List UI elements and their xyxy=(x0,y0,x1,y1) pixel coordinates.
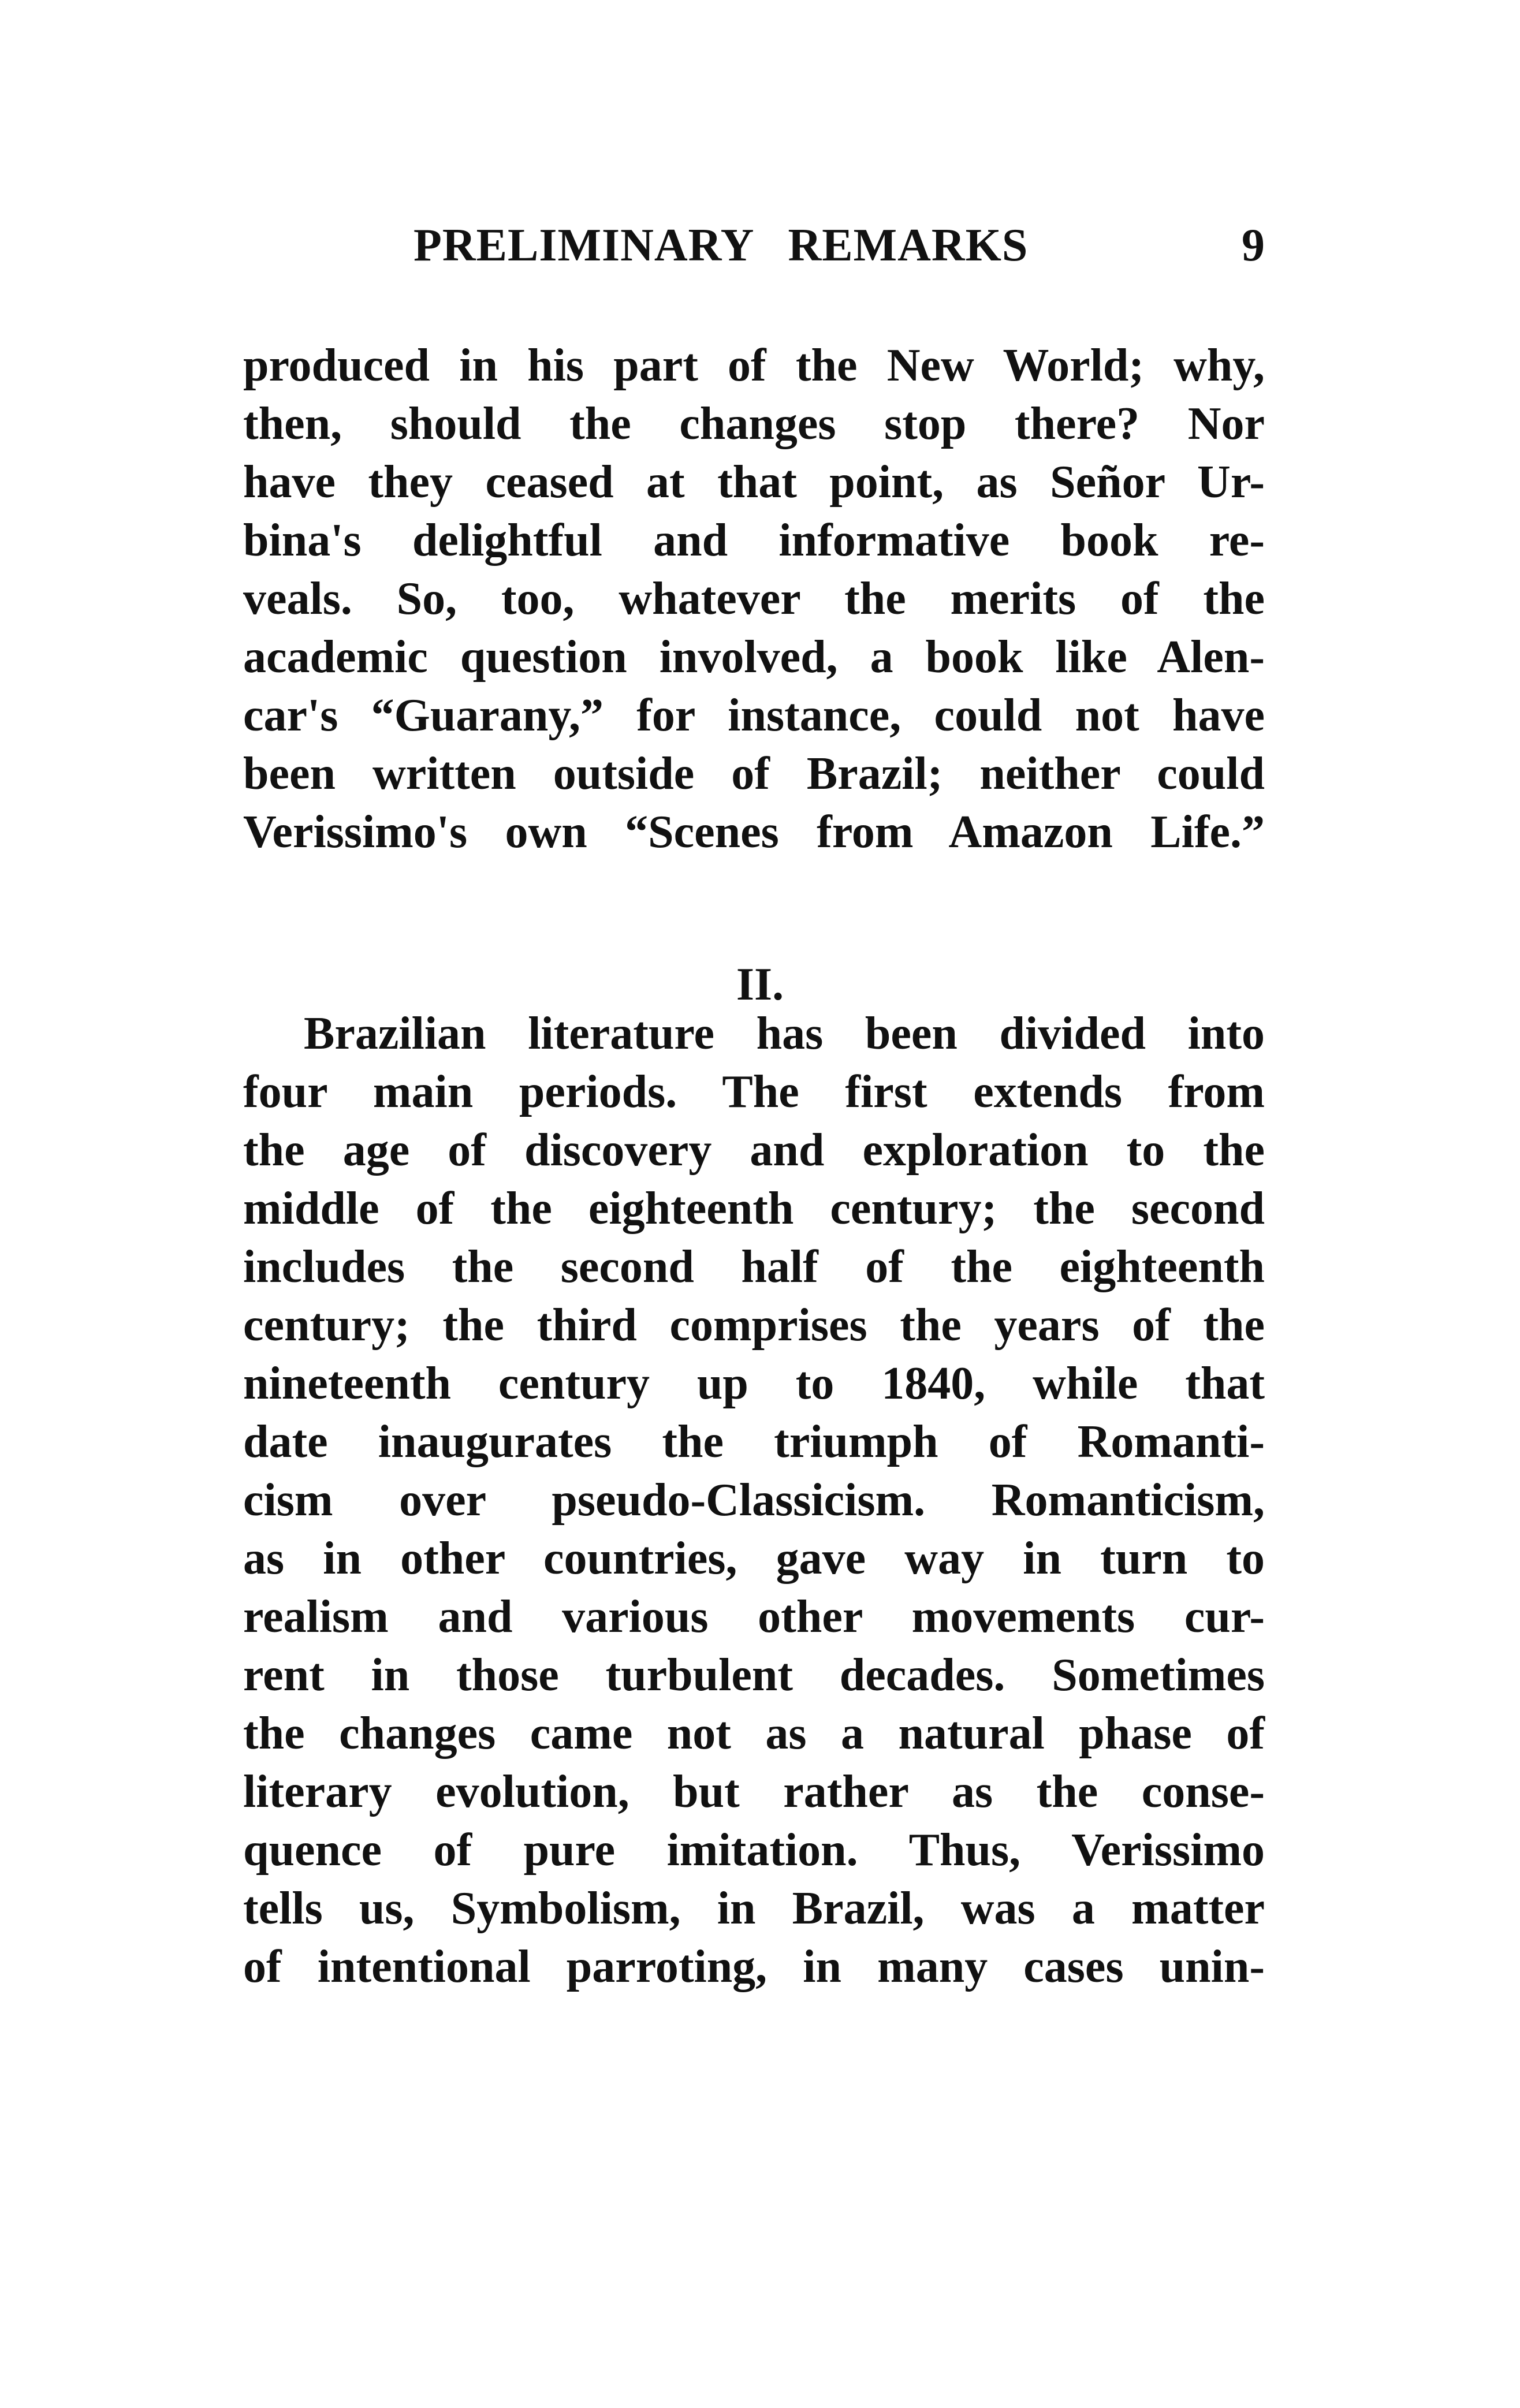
text-line: been written outside of Brazil; neither could xyxy=(243,748,1265,799)
text-line: rent in those turbulent decades. Sometimes xyxy=(243,1650,1265,1701)
text-line: includes the second half of the eighteenth xyxy=(243,1242,1265,1292)
text-line: as in other countries, gave way in turn to xyxy=(243,1533,1265,1584)
text-line: bina's delightful and informative book re- xyxy=(243,515,1265,566)
text-line: literary evolution, but rather as the conse- xyxy=(243,1766,1265,1817)
paragraph-1 xyxy=(243,337,1265,862)
text-line: have they ceased at that point, as Señor Ur- xyxy=(243,457,1265,508)
text-line: realism and various other movements cur- xyxy=(243,1591,1265,1642)
text-line: Verissimo's own “Scenes from Amazon Life.” xyxy=(243,807,1265,858)
text-line: four main periods. The first extends from xyxy=(243,1067,1265,1117)
text-line: date inaugurates the triumph of Romanti- xyxy=(243,1417,1265,1467)
text-line: quence of pure imitation. Thus, Verissimo xyxy=(243,1825,1265,1876)
text-line: nineteenth century up to 1840, while that xyxy=(243,1358,1265,1409)
text-line: the age of discovery and exploration to the xyxy=(243,1125,1265,1176)
running-title: PRELIMINARY REMARKS xyxy=(413,220,1029,271)
running-header xyxy=(243,217,1265,275)
page-number: 9 xyxy=(1242,220,1265,271)
text-line: the changes came not as a natural phase of xyxy=(243,1708,1265,1759)
text-line: then, should the changes stop there? Nor xyxy=(243,398,1265,449)
text-line: car's “Guarany,” for instance, could not have xyxy=(243,690,1265,741)
text-line: veals. So, too, whatever the merits of the xyxy=(243,573,1265,624)
text-line: Brazilian literature has been divided into xyxy=(304,1008,1265,1059)
text-line: of intentional parroting, in many cases unin- xyxy=(243,1941,1265,1992)
text-line: academic question involved, a book like Alen- xyxy=(243,632,1265,683)
text-line: tells us, Symbolism, in Brazil, was a matter xyxy=(243,1883,1265,1934)
text-line: century; the third comprises the years of the xyxy=(243,1300,1265,1351)
paragraph-2 xyxy=(243,1005,1265,1996)
text-line: produced in his part of the New World; why, xyxy=(243,340,1265,391)
text-line: middle of the eighteenth century; the second xyxy=(243,1183,1265,1234)
text-line: cism over pseudo-Classicism. Romanticism, xyxy=(243,1475,1265,1526)
section-heading: II. xyxy=(736,959,784,1010)
